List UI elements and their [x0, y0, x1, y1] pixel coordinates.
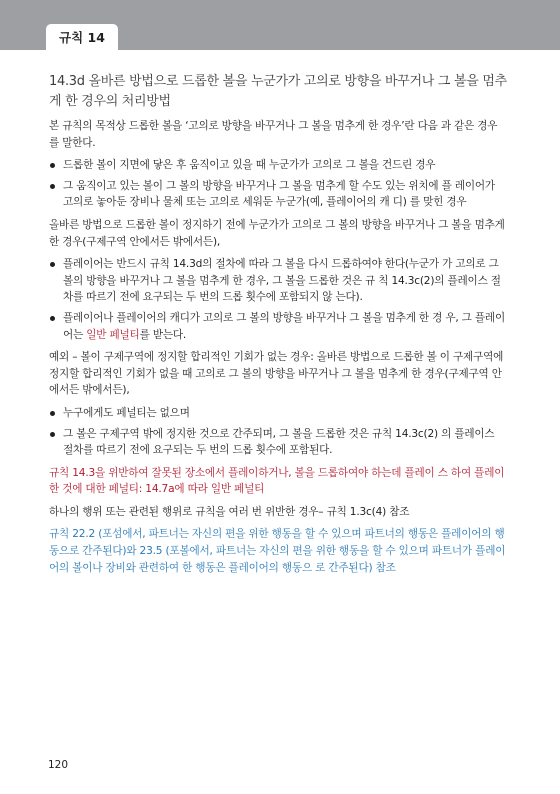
- rule-tab: 규칙 14: [46, 24, 118, 50]
- deflected-before-rest-paragraph: 올바른 방법으로 드롭한 볼이 정지하기 전에 누군가가 고의로 그 볼의 방향을 바꾸거나 그 볼을 멈추게 한 경우(구제구역 안에서든 밖에서든),: [49, 218, 505, 248]
- page-number: 120: [48, 759, 69, 771]
- bullet-icon: [50, 432, 55, 437]
- list-item: 그 움직이고 있는 볼이 그 볼의 방향을 바꾸거나 그 볼을 멈추게 할 수도 있는 위치에 플 레이어가 고의로 놓아둔 장비나 물체 또는 고의로 세워둔 누군가(예, 플레이어의 캐 디) 를 맞힌 경우: [49, 178, 507, 211]
- list-item: 그 볼은 구제구역 밖에 정지한 것으로 간주되며, 그 볼을 드롭한 것은 규칙 14.3c(2) 의 플레이스 절차를 따르기 전에 요구되는 두 번의 드롭 횟수에 포함된다.: [49, 426, 507, 459]
- list-item: 누구에게도 페널티는 없으며: [49, 405, 507, 422]
- procedure-list: [49, 256, 507, 343]
- penalty-note: 규칙 14.3을 위반하여 잘못된 장소에서 플레이하거나, 볼을 드롭하여야 하는데 플레이 스 하여 플레이한 것에 대한 페널티: 14.7a에 따라 일반 페널티: [49, 466, 505, 496]
- exception-paragraph: 예외 – 볼이 구제구역에 정지할 합리적인 기회가 없는 경우: 올바른 방법으로 드롭한 볼 이 구제구역에 정지할 합리적인 기회가 없을 때 고의로 그 볼의 방향을 바꾸거나 그 볼을 멈추게 한 경우(구제구역 안에서든 밖에서든),: [49, 351, 504, 397]
- list-item: 드롭한 볼이 지면에 닿은 후 움직이고 있을 때 누군가가 고의로 그 볼을 건드린 경우: [49, 157, 507, 174]
- intro-paragraph: 본 규칙의 목적상 드롭한 볼을 ‘고의로 방향을 바꾸거나 그 볼을 멈추게 한 경우’란 다음 과 같은 경우를 말한다.: [49, 120, 498, 149]
- exception-list: [49, 405, 507, 459]
- list-item: 플레이어나 플레이어의 캐디가 고의로 그 볼의 방향을 바꾸거나 그 볼을 멈추게 한 경 우, 그 플레이어는 일반 페널티를 받는다.: [49, 310, 507, 343]
- bullet-icon: [50, 316, 55, 321]
- bullet-icon: [50, 262, 55, 267]
- deflection-cases-list: [49, 157, 507, 211]
- list-item: 플레이어는 반드시 규칙 14.3d의 절차에 따라 그 볼을 다시 드롭하여야 한다(누군가 가 고의로 그 볼의 방향을 바꾸거나 그 볼을 멈추게 한 경우, 그 볼을 드롭한 것은 규 칙 14.3c(2)의 플레이스 절차를 따르기 전에 요구되는 두 번의 드롭 횟수에 포함되지 않 는다).: [49, 256, 507, 306]
- bullet-icon: [50, 163, 55, 168]
- page-content: [49, 72, 507, 582]
- bullet-icon: [50, 411, 55, 416]
- general-penalty-link[interactable]: 일반 페널티: [86, 328, 140, 341]
- bullet-icon: [50, 184, 55, 189]
- section-heading: 14.3d 올바른 방법으로 드롭한 볼을 누군가가 고의로 방향을 바꾸거나 그 볼을 멈추게 한 경우의 처리방법: [49, 74, 507, 109]
- multiple-breach-note: 하나의 행위 또는 관련된 행위로 규칙을 여러 번 위반한 경우– 규칙 1.3c(4) 참조: [49, 505, 410, 518]
- related-rules-note: 규칙 22.2 (포섬에서, 파트너는 자신의 편을 위한 행동을 할 수 있으며 파트너의 행동은 플레이어의 행동으로 간주된다)와 23.5 (포볼에서, 파트너는 자신의 편을 위한 행동을 할 수 있으며 파트너가 플레이어의 볼이나 장비와 관련하여 한 행동은 플레이어의 행동으 로 간주된다) 참조: [49, 528, 506, 574]
